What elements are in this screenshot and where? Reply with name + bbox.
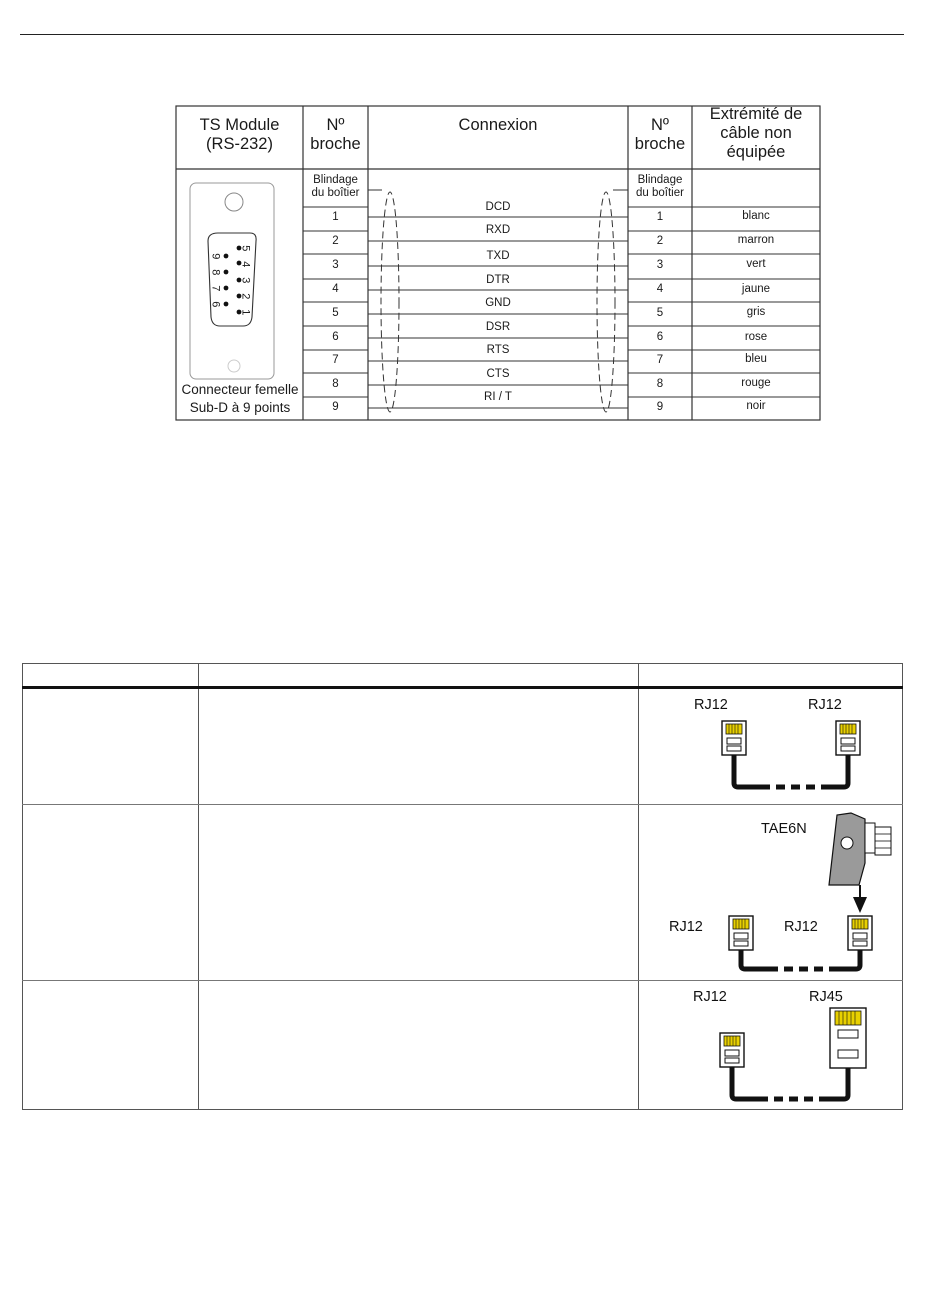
signal-name: CTS — [486, 368, 510, 380]
pin-right: 6 — [656, 331, 664, 343]
cable-rj12-rj45-icon — [720, 1008, 866, 1099]
connector-pins-outer — [236, 240, 256, 320]
connector-pin-number: 8 — [209, 269, 222, 276]
signal-name: RTS — [486, 344, 510, 356]
header-pin-right-sub: broche — [634, 134, 686, 153]
wire-color: vert — [746, 258, 766, 270]
pin-right: 5 — [656, 307, 664, 319]
header-pin-right: Nº — [651, 116, 669, 134]
connector-caption-2: Sub-D à 9 points — [189, 399, 291, 415]
pin-left: 7 — [332, 354, 339, 366]
signal-name: DTR — [486, 274, 510, 286]
signal-name: TXD — [486, 250, 510, 262]
header-cable-end: Extrémité de — [709, 105, 803, 123]
header-cable-end-3: équipée — [726, 142, 786, 161]
pin-right: 9 — [656, 401, 664, 413]
connector-pin-number: 5 — [239, 245, 252, 252]
pin-left: 9 — [332, 401, 339, 413]
db9-connector-icon — [190, 183, 274, 379]
signal-name: RI / T — [484, 391, 512, 403]
pinout-table — [0, 0, 950, 430]
connector-pin-number: 3 — [239, 277, 252, 284]
header-module: TS Module — [199, 116, 280, 134]
shield-label-right-2: du boîtier — [636, 187, 684, 200]
label-rj45: RJ45 — [809, 989, 843, 1005]
connector-pin-number: 7 — [209, 285, 222, 292]
signal-name: RXD — [485, 224, 511, 236]
connector-pin-number: 1 — [239, 309, 252, 316]
label-tae6n: TAE6N — [761, 821, 807, 837]
pin-right: 1 — [656, 211, 664, 223]
connector-pin-number: 2 — [239, 293, 252, 300]
connector-pin-number: 9 — [209, 253, 222, 260]
cable-illustrations — [639, 663, 902, 1110]
signal-name: DSR — [485, 321, 511, 333]
connector-pin-number: 6 — [209, 301, 222, 308]
wire-color: rose — [744, 331, 768, 343]
wire-color: bleu — [745, 353, 767, 365]
pin-left: 6 — [332, 331, 339, 343]
label-rj12: RJ12 — [694, 697, 728, 713]
connector-pins-inner — [208, 248, 228, 312]
wire-color: gris — [746, 306, 766, 318]
pin-right: 8 — [656, 378, 664, 390]
header-module-sub: (RS-232) — [206, 134, 273, 153]
pin-left: 5 — [332, 307, 339, 319]
wire-color: blanc — [742, 210, 770, 222]
cable-rj12-rj12-icon — [722, 721, 860, 787]
pin-right: 7 — [656, 354, 664, 366]
label-rj12: RJ12 — [693, 989, 727, 1005]
connector-caption: Connecteur femelle — [181, 382, 299, 397]
shield-label-left-2: du boîtier — [311, 187, 360, 200]
wire-color: marron — [737, 234, 775, 246]
cable-table — [22, 663, 903, 1110]
wire-color: rouge — [741, 377, 771, 389]
pin-left: 1 — [332, 211, 339, 223]
shield-label-right: Blindage — [637, 174, 683, 186]
pin-left: 4 — [332, 283, 339, 295]
header-pin-left: Nº — [326, 116, 345, 134]
signal-name: GND — [485, 297, 511, 309]
shield-label-left: Blindage — [313, 174, 358, 186]
label-rj12: RJ12 — [784, 919, 818, 935]
pin-left: 8 — [332, 378, 339, 390]
wire-color: jaune — [741, 283, 771, 295]
connector-pin-number: 4 — [239, 261, 252, 268]
label-rj12: RJ12 — [808, 697, 842, 713]
pin-left: 3 — [332, 259, 339, 271]
header-connection: Connexion — [458, 116, 538, 134]
rj45-plug-icon — [830, 1008, 866, 1068]
signal-name: DCD — [485, 201, 511, 213]
label-rj12: RJ12 — [669, 919, 703, 935]
pin-right: 4 — [656, 283, 664, 295]
pin-right: 3 — [656, 259, 664, 271]
header-cable-end-2: câble non — [720, 123, 792, 142]
pin-left: 2 — [332, 235, 339, 247]
header-pin-left-sub: broche — [310, 134, 361, 153]
tae6n-plug-icon — [829, 813, 891, 913]
pin-right: 2 — [656, 235, 664, 247]
wire-color: noir — [746, 400, 766, 412]
